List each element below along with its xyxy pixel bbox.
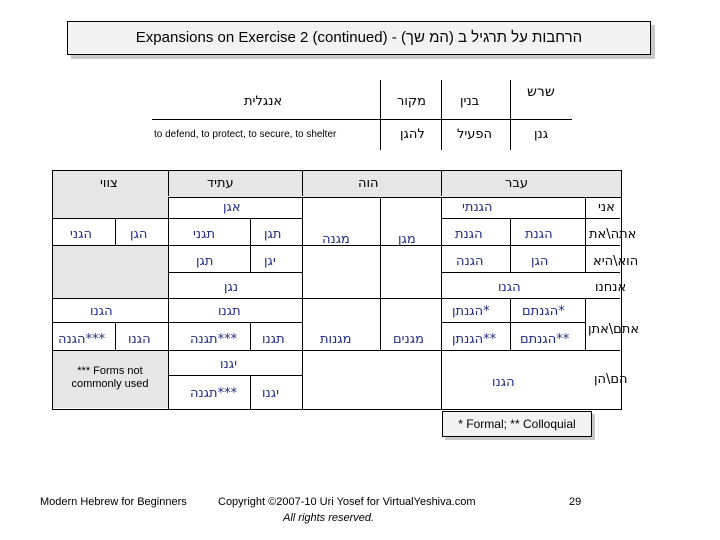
future-hen-alt: תגנה*** xyxy=(190,386,238,401)
past-hu: הגן xyxy=(531,254,549,269)
col-rule-future xyxy=(302,197,303,409)
header-english: אנגלית xyxy=(244,94,283,109)
future-hi: תגן xyxy=(196,254,214,269)
pronoun-hu-hi: הוא\היא xyxy=(593,254,639,269)
past-aten-formal: הגנתן* xyxy=(452,304,490,319)
header-imperative: צווי xyxy=(100,176,118,191)
row-rule-3-future xyxy=(168,272,302,273)
col-rule-pronoun-1 xyxy=(585,197,586,272)
pronoun-atem-aten: אתם\אתן xyxy=(588,322,640,337)
future-anachnu: נגן xyxy=(224,280,239,295)
footer-course: Modern Hebrew for Beginners xyxy=(40,496,187,508)
row-rule-1-right xyxy=(441,218,620,219)
slide-title: Expansions on Exercise 2 (continued) - הרחבות על תרגיל ב (המ שך) xyxy=(67,21,651,55)
row-rule-4 xyxy=(53,298,620,299)
conj-header-divider-2 xyxy=(302,170,303,196)
imperative-blank-cell-ani xyxy=(53,197,168,218)
pronoun-anachnu: אנחנו xyxy=(595,280,627,295)
root-table-divider-3 xyxy=(510,80,511,150)
future-hem-shared: יגנו xyxy=(220,357,238,372)
present-fp: מגנות xyxy=(320,332,352,347)
value-root: גנן xyxy=(534,127,549,142)
future-ani: אגן xyxy=(223,200,241,215)
root-table-divider-2 xyxy=(441,80,442,150)
conj-header-divider-3 xyxy=(441,170,442,196)
future-at: תגני xyxy=(193,227,216,242)
past-hem: הגנו xyxy=(492,375,515,390)
past-atem-formal: הגנתם* xyxy=(522,304,565,319)
col-rule-past xyxy=(441,197,442,409)
imperative-fp-alt: הגנה*** xyxy=(58,332,106,347)
root-table-divider-1 xyxy=(380,80,381,150)
value-english: to defend, to protect, to secure, to shelter xyxy=(154,129,337,140)
header-past: עבר xyxy=(505,176,528,191)
header-future: עתיד xyxy=(207,176,234,191)
past-anachnu: הגנו xyxy=(498,280,521,295)
future-ata: תגן xyxy=(264,227,282,242)
past-aten-colloquial: הגנתן** xyxy=(452,332,497,347)
row-rule-5-left xyxy=(53,322,302,323)
col-rule-future-inner-1 xyxy=(250,218,251,272)
future-hu: יגן xyxy=(264,254,276,269)
footer-copyright: Copyright ©2007-10 Uri Yosef for VirtualYeshiva.com xyxy=(218,496,476,508)
past-ata: הגנת xyxy=(525,227,553,242)
present-fs: מגנה xyxy=(322,232,350,247)
imperative-blank-cell-third xyxy=(53,245,168,298)
future-atem-shared: תגנו xyxy=(218,304,241,319)
value-infinitive: להגן xyxy=(400,127,425,142)
legend-box: * Formal; ** Colloquial xyxy=(442,411,592,437)
footer-rights: All rights reserved. xyxy=(283,512,375,524)
imperative-ms: הגן xyxy=(130,227,148,242)
col-rule-future-inner-2 xyxy=(250,322,251,350)
page-number: 29 xyxy=(569,496,582,508)
pronoun-ani: אני xyxy=(598,200,615,215)
col-rule-past-inner-1 xyxy=(510,218,511,272)
pronoun-hem-hen: הם\הן xyxy=(594,372,628,387)
past-ani: הגנתי xyxy=(462,200,493,215)
future-aten: תגנו xyxy=(262,332,285,347)
col-rule-future-inner-3 xyxy=(250,375,251,409)
header-root: שרש xyxy=(527,84,555,100)
future-aten-alt: תגנה*** xyxy=(190,332,238,347)
conj-header-divider-1 xyxy=(168,170,169,196)
future-hem: יגנו xyxy=(262,386,280,401)
row-rule-7 xyxy=(168,375,302,376)
imperative-mp-shared: הגנו xyxy=(90,304,113,319)
present-mp: מגנים xyxy=(393,332,424,347)
header-present: הוה xyxy=(358,176,379,191)
past-at: הגנת xyxy=(455,227,483,242)
rare-forms-note: *** Forms not commonly used xyxy=(71,365,149,390)
col-rule-pronoun-2 xyxy=(585,298,586,350)
col-rule-present xyxy=(380,197,381,298)
header-binyan: בנין xyxy=(460,94,480,109)
root-table-rule-top xyxy=(152,119,572,120)
col-rule-past-inner-2 xyxy=(510,298,511,350)
row-rule-5-right xyxy=(441,322,585,323)
past-hi: הגנה xyxy=(456,254,484,269)
pronoun-ata-at: אתה\את xyxy=(589,227,637,242)
header-infinitive: מקור xyxy=(397,94,426,109)
row-rule-6 xyxy=(53,350,620,351)
conj-header-row xyxy=(52,170,622,198)
row-rule-1-left xyxy=(53,218,302,219)
col-rule-imperative xyxy=(168,197,169,409)
col-rule-imperative-inner-1 xyxy=(115,218,116,245)
present-ms: מגן xyxy=(398,232,416,247)
imperative-mp: הגנו xyxy=(128,332,151,347)
col-rule-present-2 xyxy=(380,298,381,350)
value-binyan: הפעיל xyxy=(457,127,493,142)
past-atem-colloquial: הגנתם** xyxy=(520,332,570,347)
row-rule-3-past xyxy=(441,272,620,273)
imperative-fs: הגני xyxy=(70,227,92,242)
col-rule-imperative-inner-2 xyxy=(115,322,116,350)
